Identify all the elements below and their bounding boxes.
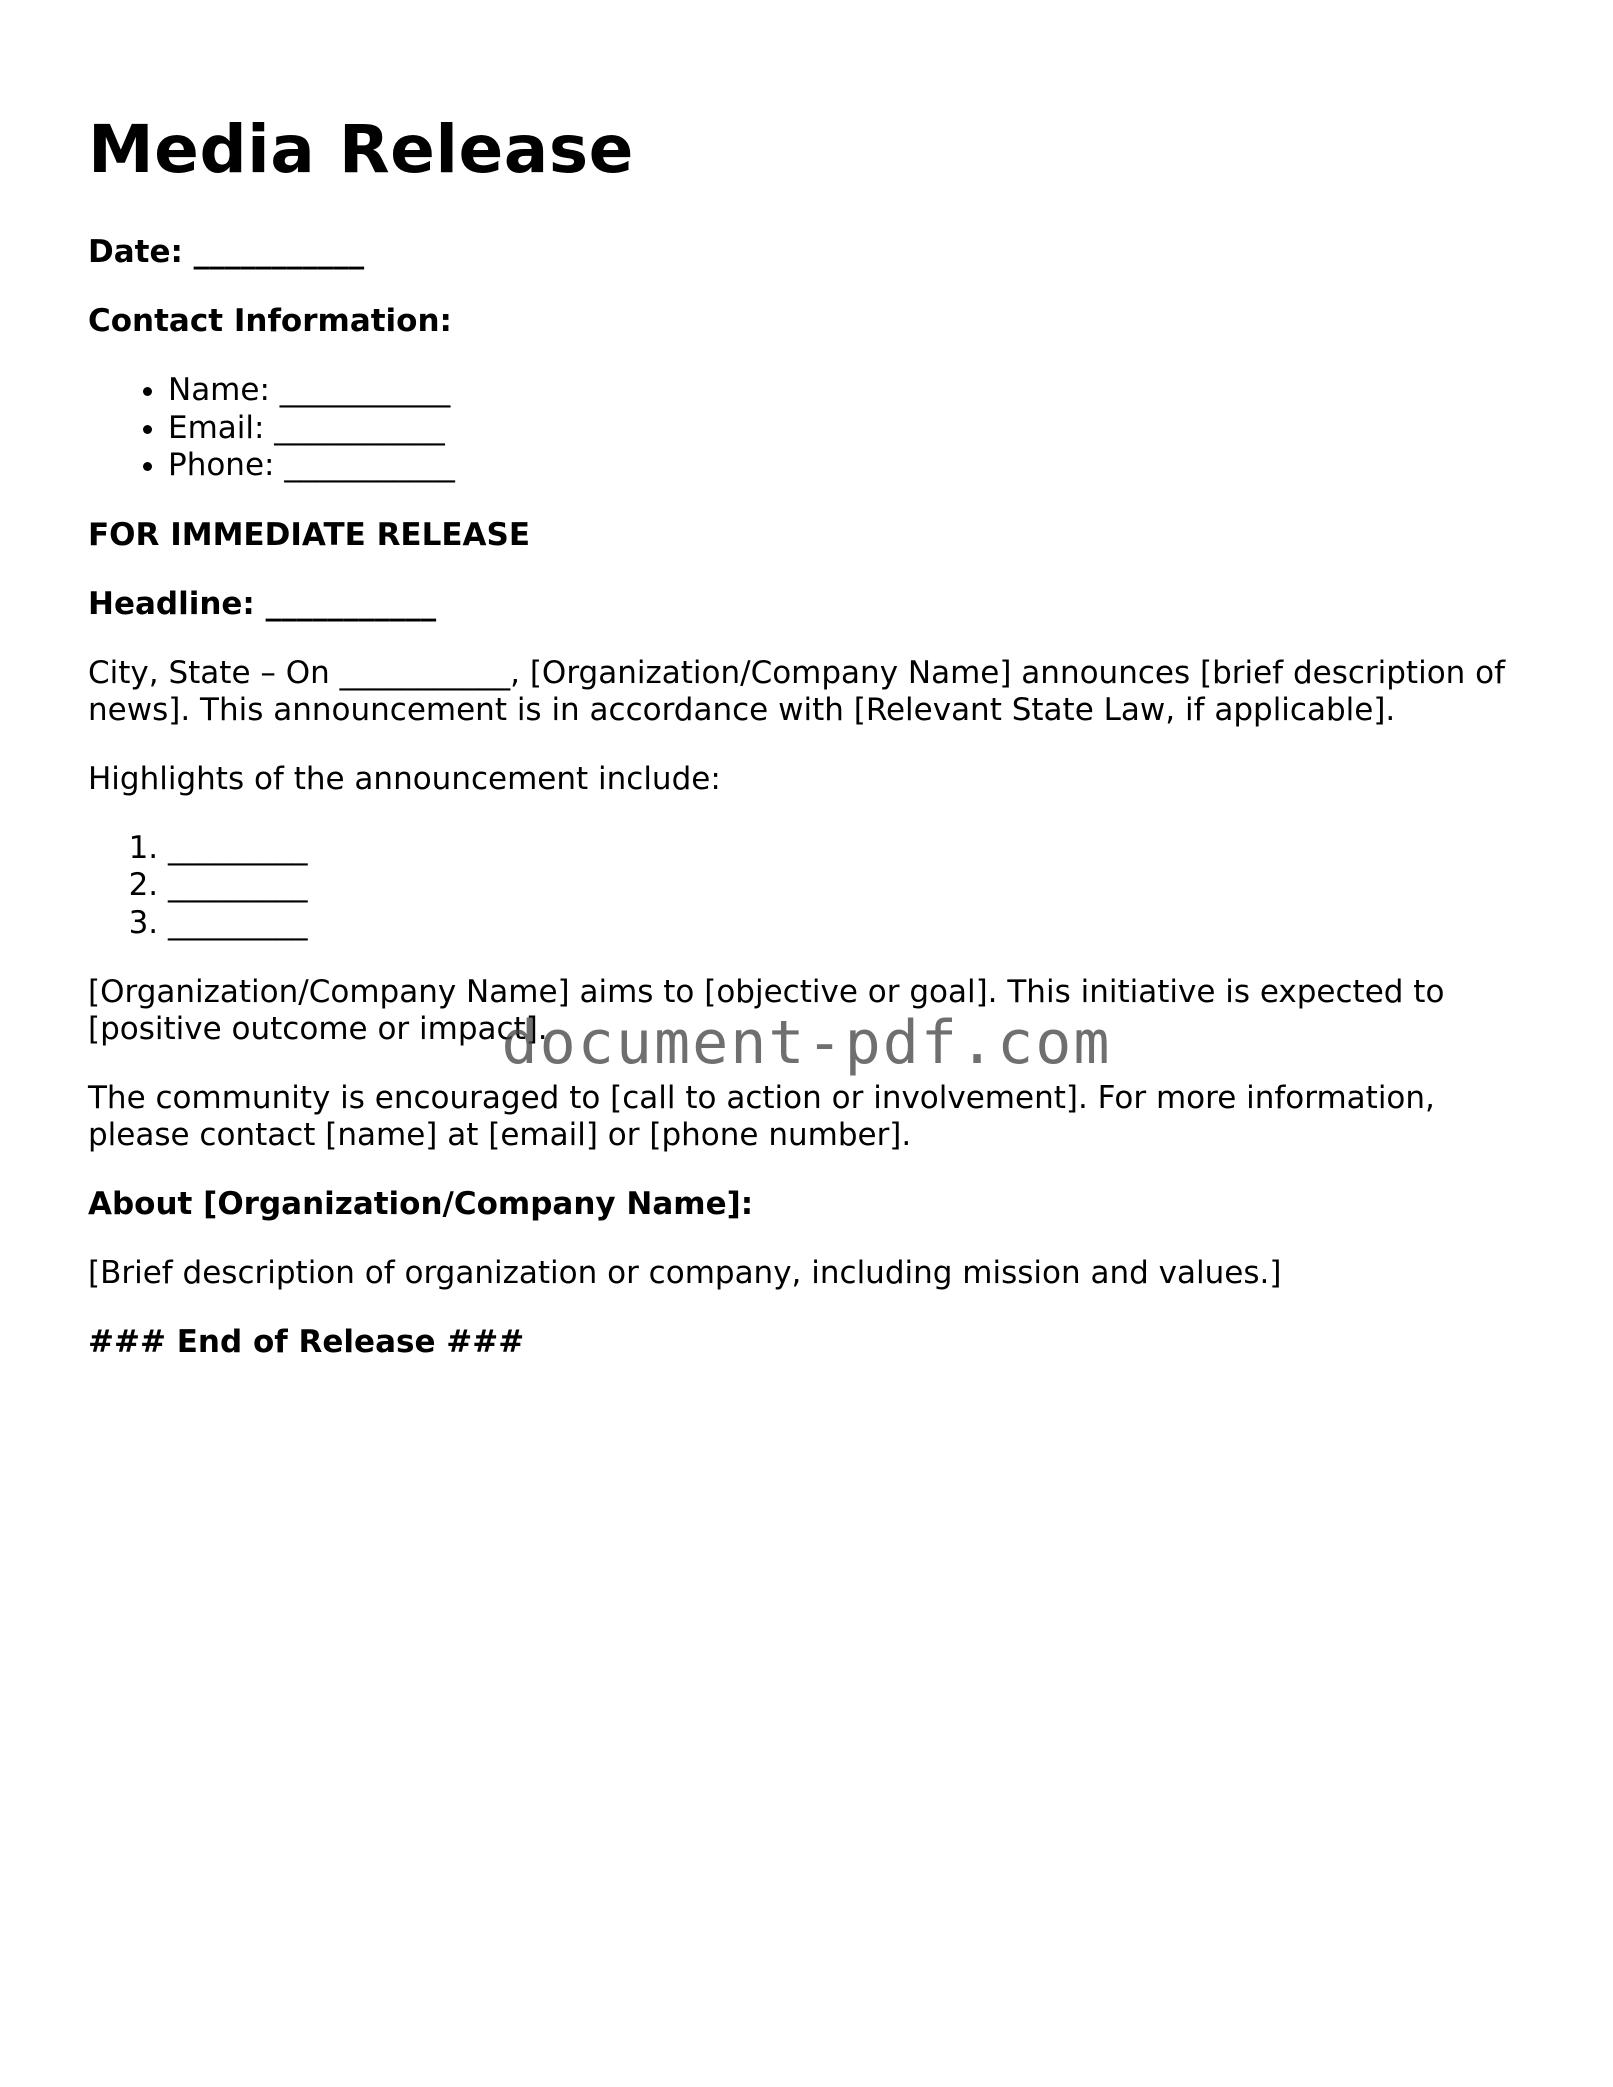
highlights-list bbox=[88, 830, 1528, 943]
document-title: Media Release bbox=[88, 111, 634, 188]
about-heading: About [Organization/Company Name]: bbox=[88, 1186, 754, 1222]
objective-paragraph: [Organization/Company Name] aims to [objective or goal]. This initiative is expected to [positive outcome or impact]. bbox=[88, 974, 1445, 1047]
contact-heading: Contact Information: bbox=[88, 303, 452, 339]
highlights-intro: Highlights of the announcement include: bbox=[88, 760, 721, 797]
intro-paragraph: City, State – On ___________, [Organization/Company Name] announces [brief description of news]. This announcement is in accordance with [Relevant State Law, if applicable]. bbox=[88, 654, 1506, 728]
contact-name-item: • Name: ___________ bbox=[168, 372, 1528, 410]
contact-list bbox=[88, 372, 1528, 485]
highlight-item: 3. _________ bbox=[168, 905, 1528, 943]
headline-field: Headline: ___________ bbox=[88, 585, 437, 622]
date-field: Date: ___________ bbox=[88, 234, 365, 270]
highlight-item: 2. _________ bbox=[168, 867, 1528, 905]
highlight-item: 1. _________ bbox=[168, 830, 1528, 868]
document-content bbox=[88, 108, 1528, 1393]
end-of-release: ### End of Release ### bbox=[88, 1324, 525, 1360]
release-label: FOR IMMEDIATE RELEASE bbox=[88, 516, 531, 553]
watermark-text: document-pdf.com bbox=[501, 1008, 1112, 1078]
community-paragraph: The community is encouraged to [call to action or involvement]. For more information, please contact [name] at [email] or [phone number]. bbox=[88, 1080, 1435, 1153]
about-paragraph: [Brief description of organization or company, including mission and values.] bbox=[88, 1255, 1282, 1291]
contact-phone-item: • Phone: ___________ bbox=[168, 447, 1528, 485]
contact-email-item: • Email: ___________ bbox=[168, 410, 1528, 448]
